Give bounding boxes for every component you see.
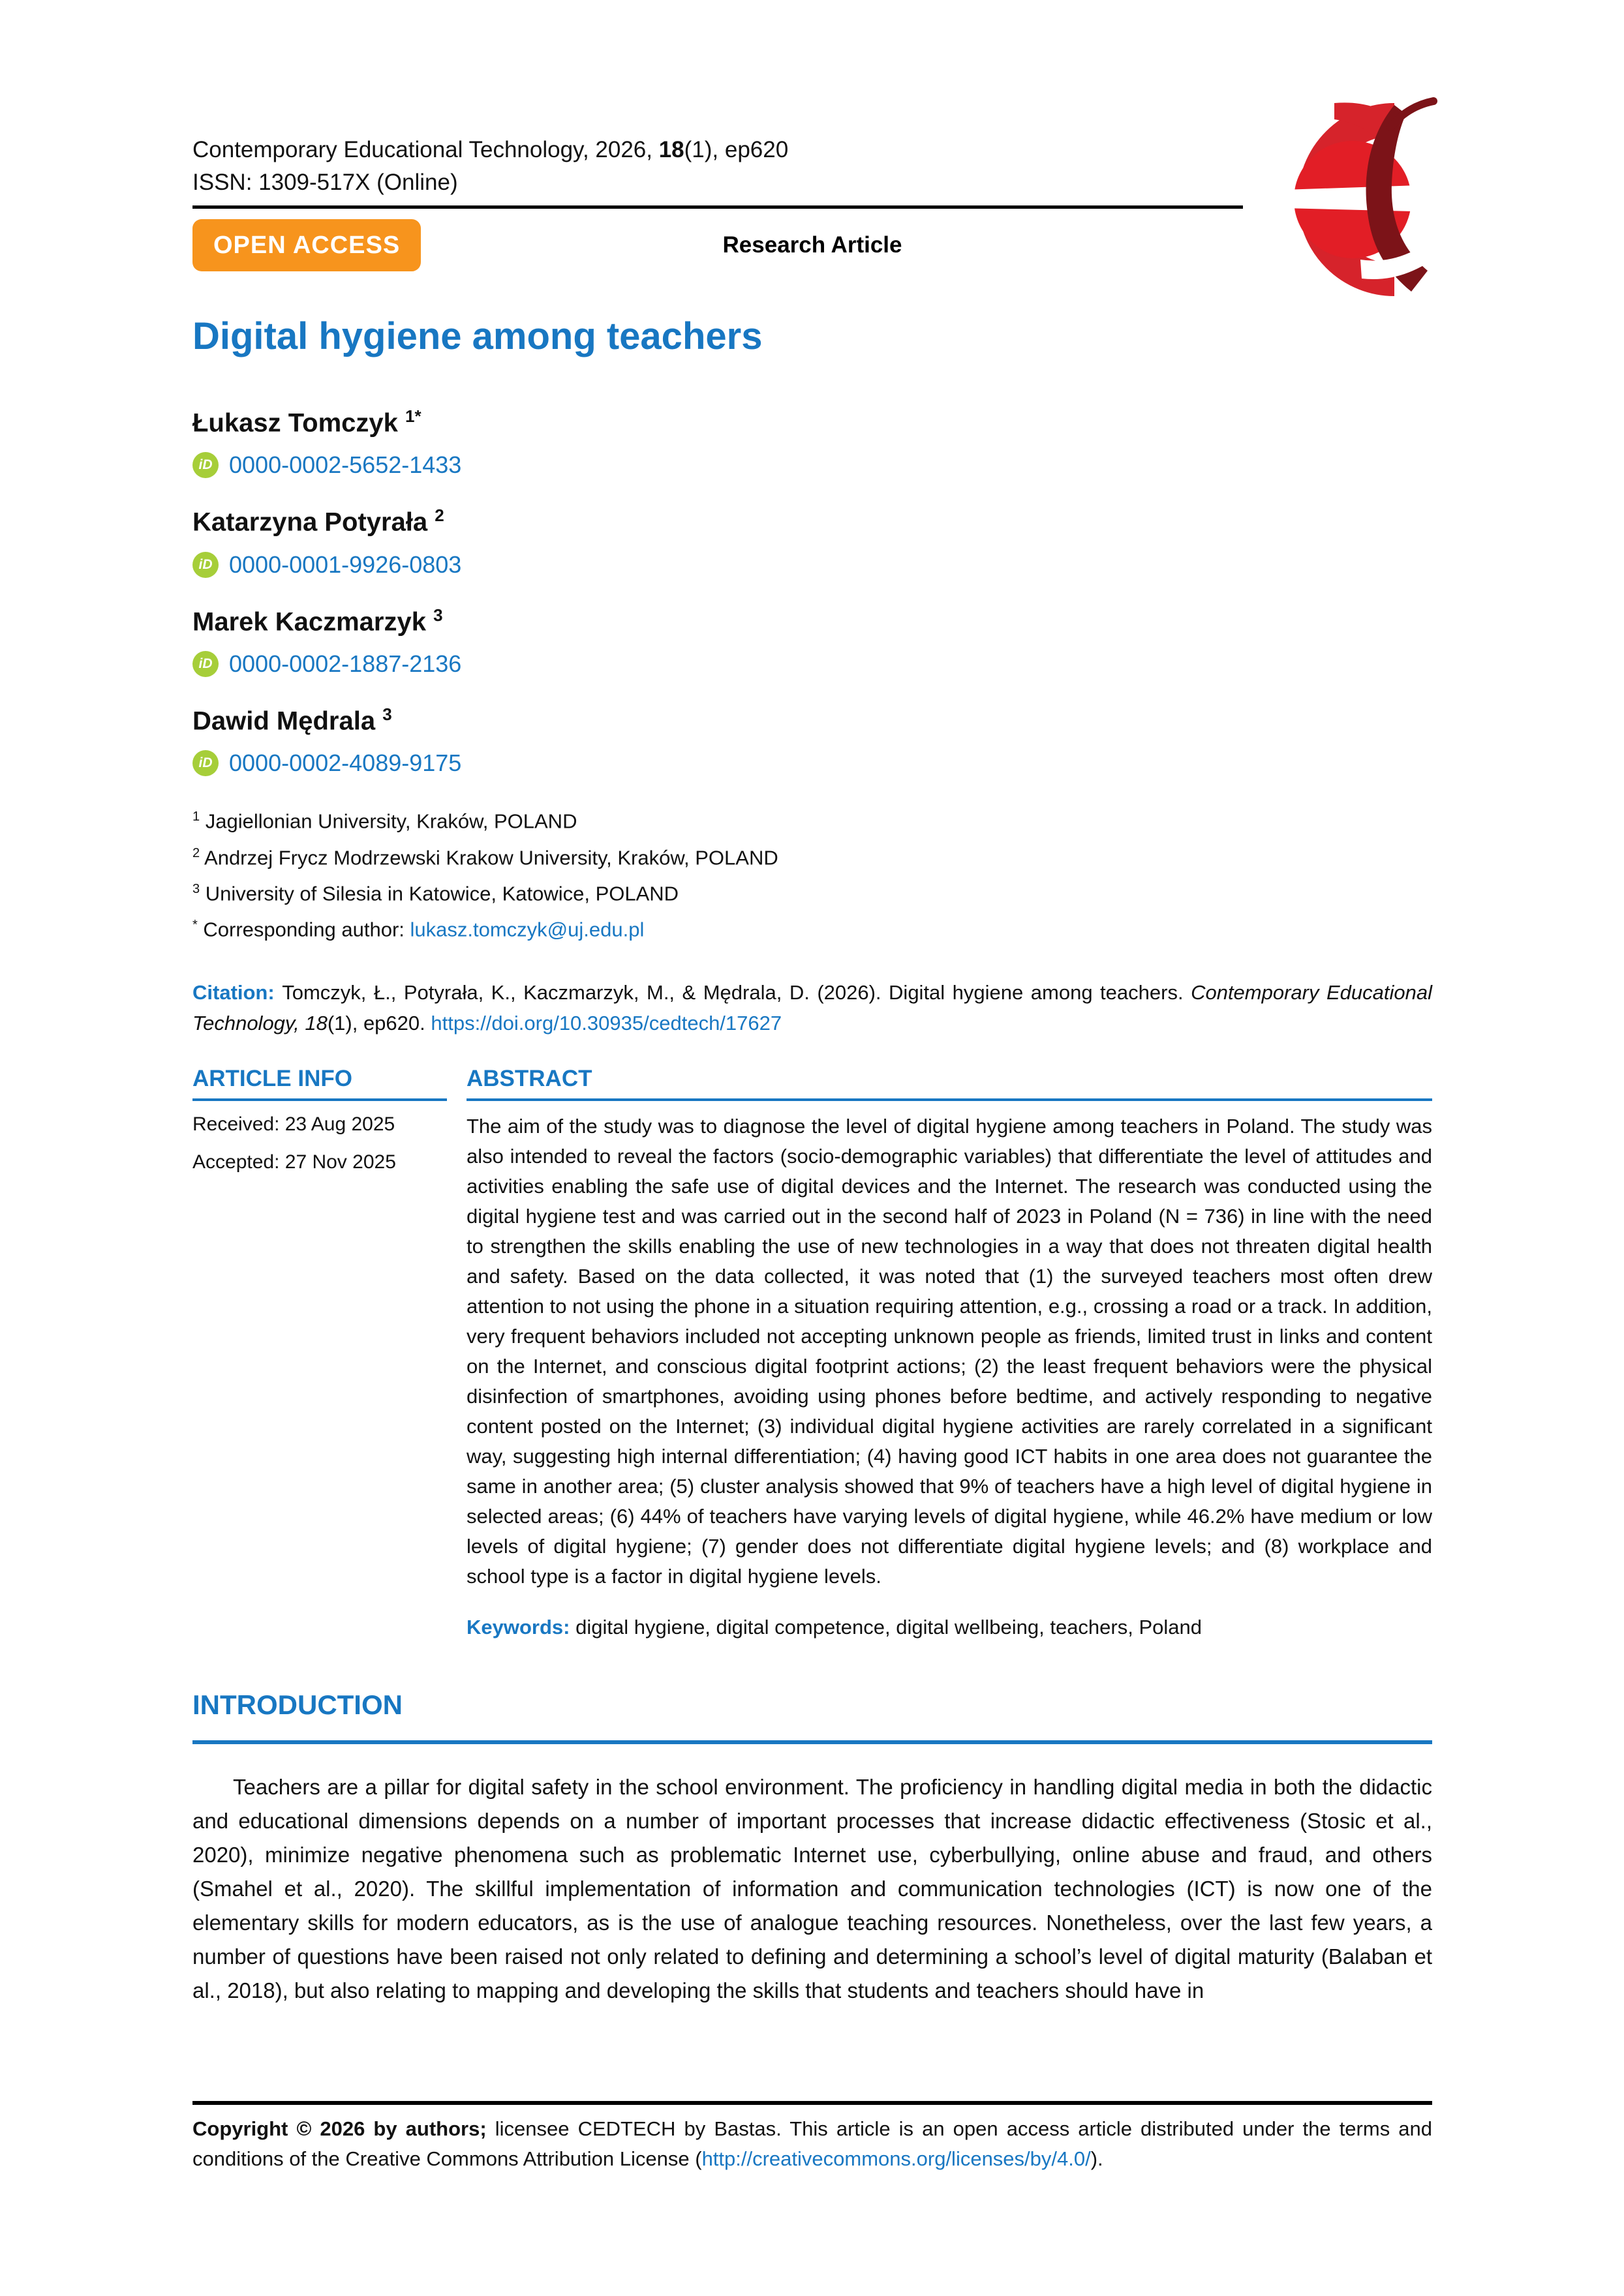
- journal-volume: 18: [658, 137, 684, 162]
- orcid-icon[interactable]: iD: [192, 452, 219, 478]
- abstract-heading: ABSTRACT: [467, 1065, 592, 1091]
- copyright-text: [192, 2114, 1432, 2174]
- author-block: [192, 599, 1432, 678]
- page-title: Digital hygiene among teachers: [192, 315, 763, 357]
- citation-label: Citation:: [192, 980, 283, 1004]
- author-name: [192, 599, 1432, 638]
- license-link[interactable]: http://creativecommons.org/licenses/by/4.0/: [701, 2147, 1091, 2170]
- orcid-link[interactable]: 0000-0002-5652-1433: [229, 451, 462, 479]
- orcid-row: [192, 749, 1432, 778]
- article-type-label: Research Article: [722, 232, 902, 258]
- author-block: [192, 499, 1432, 579]
- journal-issue: (1), ep620: [684, 137, 789, 162]
- orcid-link[interactable]: 0000-0002-1887-2136: [229, 650, 462, 677]
- copyright-close: ).: [1090, 2147, 1103, 2170]
- orcid-row: [192, 451, 1432, 479]
- abstract-column: [467, 1066, 1432, 1642]
- author-affiliation-marker: 3: [382, 704, 392, 724]
- doi-link[interactable]: https://doi.org/10.30935/cedtech/17627: [431, 1011, 782, 1035]
- article-info-rule: [192, 1098, 447, 1101]
- affiliation-text: Andrzej Frycz Modrzewski Krakow University, Kraków, POLAND: [200, 845, 778, 869]
- abstract-rule: [467, 1098, 1432, 1101]
- orcid-icon[interactable]: iD: [192, 750, 219, 776]
- introduction-rule: [192, 1740, 1432, 1744]
- affiliations-list: [192, 801, 1432, 945]
- corresponding-marker: *: [192, 918, 198, 933]
- citation-issue-text: (1), ep620.: [327, 1011, 431, 1035]
- issn-line: ISSN: 1309-517X (Online): [192, 170, 458, 195]
- corresponding-email-link[interactable]: lukasz.tomczyk@uj.edu.pl: [410, 918, 645, 941]
- article-info-heading: ARTICLE INFO: [192, 1065, 352, 1091]
- orcid-row: [192, 650, 1432, 678]
- author-block: [192, 698, 1432, 778]
- page-footer: [192, 2101, 1432, 2174]
- author-name: [192, 698, 1432, 737]
- author-affiliation-marker: 3: [433, 605, 443, 625]
- author-name-text: Łukasz Tomczyk: [192, 408, 398, 438]
- copyright-body: licensee CEDTECH by Bastas. This article is an open access article distributed under the terms and conditions of the Creative Commons Attribution License (: [192, 2117, 1432, 2170]
- abstract-text: The aim of the study was to diagnose the level of digital hygiene among teachers in Poland. The study was also intended to reveal the factors (socio-demographic variables) that differentiate the level of attitudes and activities enabling the safe use of digital devices and the Internet. The research was conducted using the digital hygiene test and was carried out in the second half of 2023 in Poland (N = 736) in line with the need to strengthen the skills enabling the use of new technologies in a way that does not threaten digital health and safety. Based on the data collected, it was noted that (1) the surveyed teachers most often drew attention to not using the phone in a situation requiring attention, e.g., crossing a road or a track. In addition, very frequent behaviors included not accepting unknown people as friends, limited trust in links and content on the Internet, and conscious digital footprint actions; (2) the least frequent behaviors were the physical disinfection of smartphones, avoiding using phones before bedtime, and actively responding to negative content posted on the Internet; (3) individual digital hygiene activities are rarely correlated in a significant way, suggesting high internal differentiation; (4) having good ICT habits in one area does not guarantee the same in another area; (5) cluster analysis showed that 9% of teachers have a high level of digital hygiene in selected areas; (6) 44% of teachers have varying levels of digital hygiene, while 46.2% have medium or low levels of digital hygiene; (7) gender does not differentiate digital hygiene levels; and (8) workplace and school type is a factor in digital hygiene levels.: [467, 1114, 1432, 1588]
- affiliation-marker: 3: [192, 881, 200, 896]
- author-name-text: Dawid Mędrala: [192, 706, 376, 736]
- citation-block: [192, 977, 1432, 1038]
- author-block: [192, 400, 1432, 479]
- author-name: [192, 400, 1432, 439]
- journal-name: Contemporary Educational Technology, 2026,: [192, 137, 659, 162]
- author-name: [192, 499, 1432, 538]
- affiliation-line: [192, 873, 1432, 909]
- keywords-line: [467, 1612, 1432, 1642]
- introduction-heading: INTRODUCTION: [192, 1689, 403, 1720]
- citation-journal-italic: Contemporary Educational Technology, 18: [192, 980, 1432, 1035]
- affiliation-text: Jagiellonian University, Kraków, POLAND: [200, 809, 577, 833]
- introduction-paragraph: Teachers are a pillar for digital safety in the school environment. The proficiency in handling digital media in both the didactic and educational dimensions depends on a number of important processes that increase didactic effectiveness (Stosic et al., 2020), minimize negative phenomena such as problematic Internet use, cyberbullying, online abuse and fraud, and others (Smahel et al., 2020). The skillful implementation of information and communication technologies (ICT) is now one of the elementary skills for modern educators, as is the use of analogue teaching resources. Nonetheless, over the last few years, a number of questions have been raised not only related to defining and determining a school’s level of digital maturity (Balaban et al., 2018), but also relating to mapping and developing the skills that students and teachers should have in: [192, 1774, 1432, 2002]
- citation-text: Tomczyk, Ł., Potyrała, K., Kaczmarzyk, M., & Mędrala, D. (2026). Digital hygiene among teachers.: [282, 980, 1191, 1004]
- keywords-text: digital hygiene, digital competence, digital wellbeing, teachers, Poland: [575, 1615, 1202, 1639]
- affiliation-line: [192, 801, 1432, 837]
- affiliation-text: University of Silesia in Katowice, Katowice, POLAND: [200, 882, 679, 905]
- accepted-date: Accepted: 27 Nov 2025: [192, 1151, 396, 1173]
- corresponding-author-line: [192, 909, 1432, 945]
- received-date: Received: 23 Aug 2025: [192, 1113, 395, 1135]
- header-divider: [192, 205, 1243, 209]
- authors-list: [192, 400, 1432, 778]
- orcid-link[interactable]: 0000-0002-4089-9175: [229, 749, 462, 777]
- orcid-row: [192, 551, 1432, 579]
- author-affiliation-marker: 2: [435, 506, 444, 526]
- author-affiliation-marker: 1*: [405, 406, 421, 426]
- keywords-label: Keywords:: [467, 1615, 576, 1639]
- journal-logo-icon: [1243, 93, 1439, 303]
- author-name-text: Katarzyna Potyrała: [192, 507, 428, 537]
- author-name-text: Marek Kaczmarzyk: [192, 607, 426, 636]
- corresponding-label: Corresponding author:: [197, 918, 410, 941]
- footer-divider: [192, 2101, 1432, 2105]
- orcid-icon[interactable]: iD: [192, 552, 219, 578]
- open-access-badge: OPEN ACCESS: [192, 219, 421, 271]
- affiliation-line: [192, 838, 1432, 873]
- orcid-link[interactable]: 0000-0001-9926-0803: [229, 551, 462, 578]
- article-info-column: [192, 1066, 447, 1642]
- affiliation-marker: 1: [192, 809, 200, 824]
- info-abstract-section: [192, 1066, 1432, 1642]
- orcid-icon[interactable]: iD: [192, 651, 219, 677]
- affiliation-marker: 2: [192, 845, 200, 860]
- copyright-bold: Copyright © 2026 by authors;: [192, 2117, 495, 2140]
